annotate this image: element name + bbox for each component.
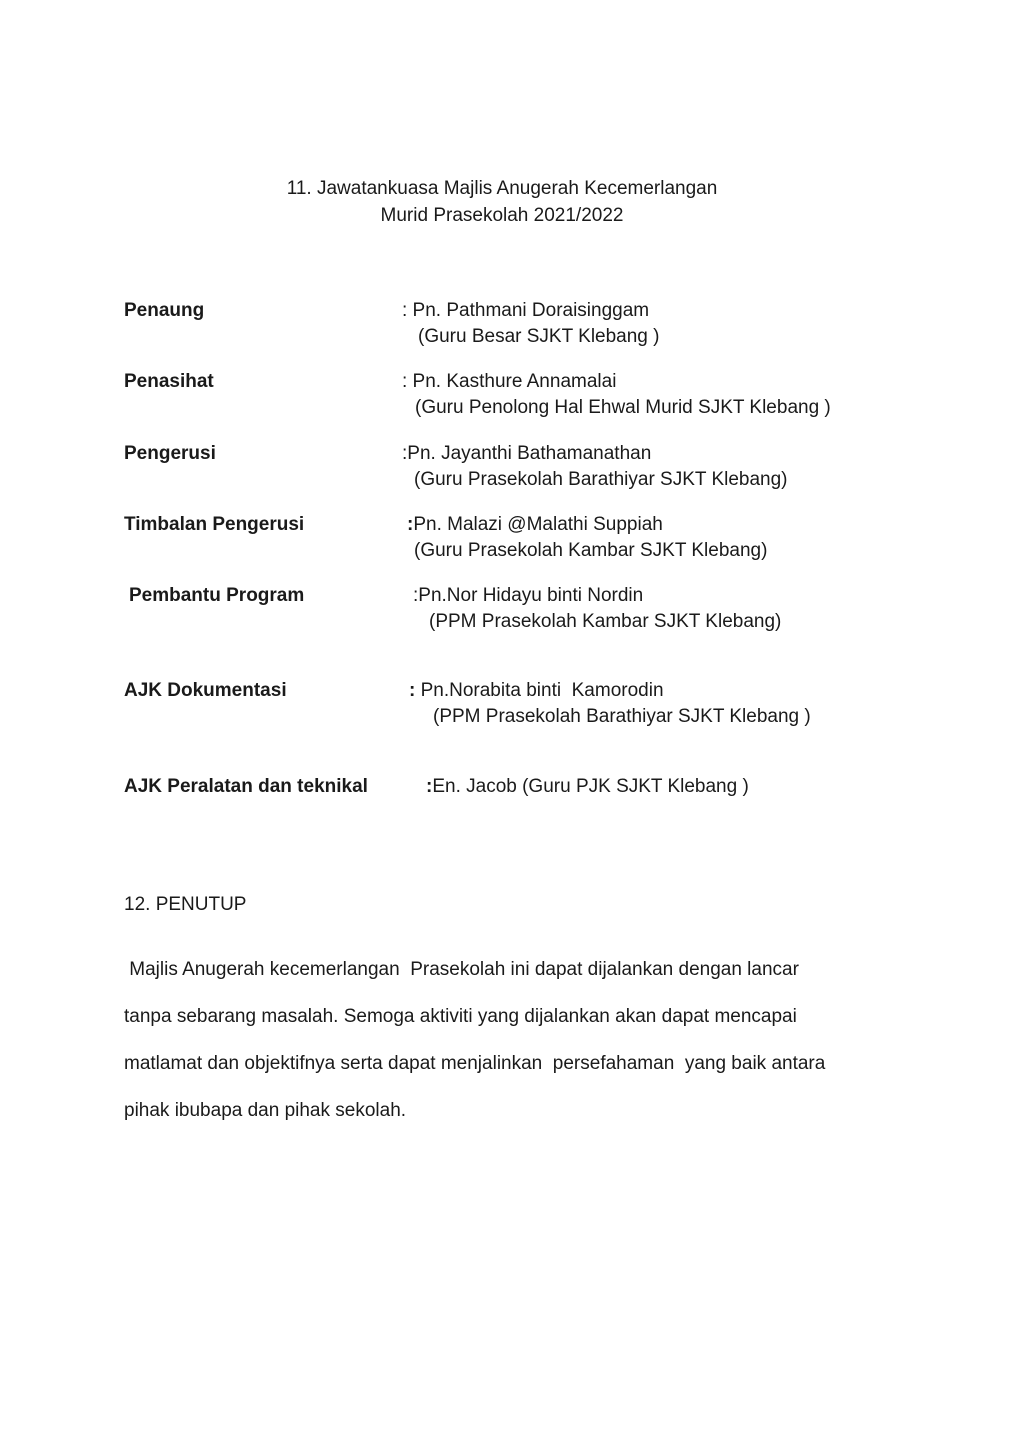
closing-paragraph-line: tanpa sebarang masalah. Semoga aktiviti yang dijalankan akan dapat mencapai: [124, 1006, 797, 1027]
closing-paragraph-line: Majlis Anugerah kecemerlangan Prasekolah ini dapat dijalankan dengan lancar: [124, 959, 799, 980]
committee-role: Pengerusi: [124, 443, 216, 464]
committee-member-name-wrap: [426, 774, 749, 799]
committee-member-detail: (PPM Prasekolah Barathiyar SJKT Klebang ): [433, 706, 811, 727]
document-title-line-2: Murid Prasekolah 2021/2022: [380, 205, 624, 226]
committee-member-detail: (Guru Besar SJKT Klebang ): [418, 326, 660, 347]
section-heading-penutup: 12. PENUTUP: [124, 894, 247, 915]
committee-member-detail: (PPM Prasekolah Kambar SJKT Klebang): [429, 611, 782, 632]
committee-role: Penaung: [124, 300, 205, 321]
committee-role: AJK Dokumentasi: [124, 680, 287, 701]
committee-member-name-wrap: [409, 678, 664, 703]
committee-role: Timbalan Pengerusi: [124, 514, 305, 535]
committee-role: Penasihat: [124, 371, 214, 392]
committee-member-name: :Pn.Nor Hidayu binti Nordin: [413, 585, 644, 606]
committee-role: AJK Peralatan dan teknikal: [124, 776, 368, 797]
committee-role: Pembantu Program: [129, 585, 305, 606]
committee-member-detail: (Guru Penolong Hal Ehwal Murid SJKT Klebang ): [415, 397, 831, 418]
committee-member-name-wrap: [407, 512, 663, 537]
committee-member-name: Pn. Malazi @Malathi Suppiah: [413, 514, 663, 535]
committee-member-detail: (Guru Prasekolah Kambar SJKT Klebang): [414, 540, 768, 561]
closing-paragraph-line: pihak ibubapa dan pihak sekolah.: [124, 1100, 407, 1121]
committee-member-detail: (Guru Prasekolah Barathiyar SJKT Klebang): [414, 469, 788, 490]
committee-member-name: Pn.Norabita binti Kamorodin: [415, 680, 664, 701]
committee-member-name: : Pn. Kasthure Annamalai: [402, 371, 617, 392]
committee-member-name: En. Jacob (Guru PJK SJKT Klebang ): [432, 776, 749, 797]
document-title-line-1: 11. Jawatankuasa Majlis Anugerah Kecemerlangan: [286, 178, 718, 199]
name-colon: :: [409, 680, 416, 701]
committee-member-name: : Pn. Pathmani Doraisinggam: [402, 300, 650, 321]
name-colon: :: [407, 514, 414, 535]
name-colon: :: [426, 776, 433, 797]
committee-member-name: :Pn. Jayanthi Bathamanathan: [402, 443, 652, 464]
closing-paragraph-line: matlamat dan objektifnya serta dapat menjalinkan persefahaman yang baik antara: [124, 1053, 826, 1074]
